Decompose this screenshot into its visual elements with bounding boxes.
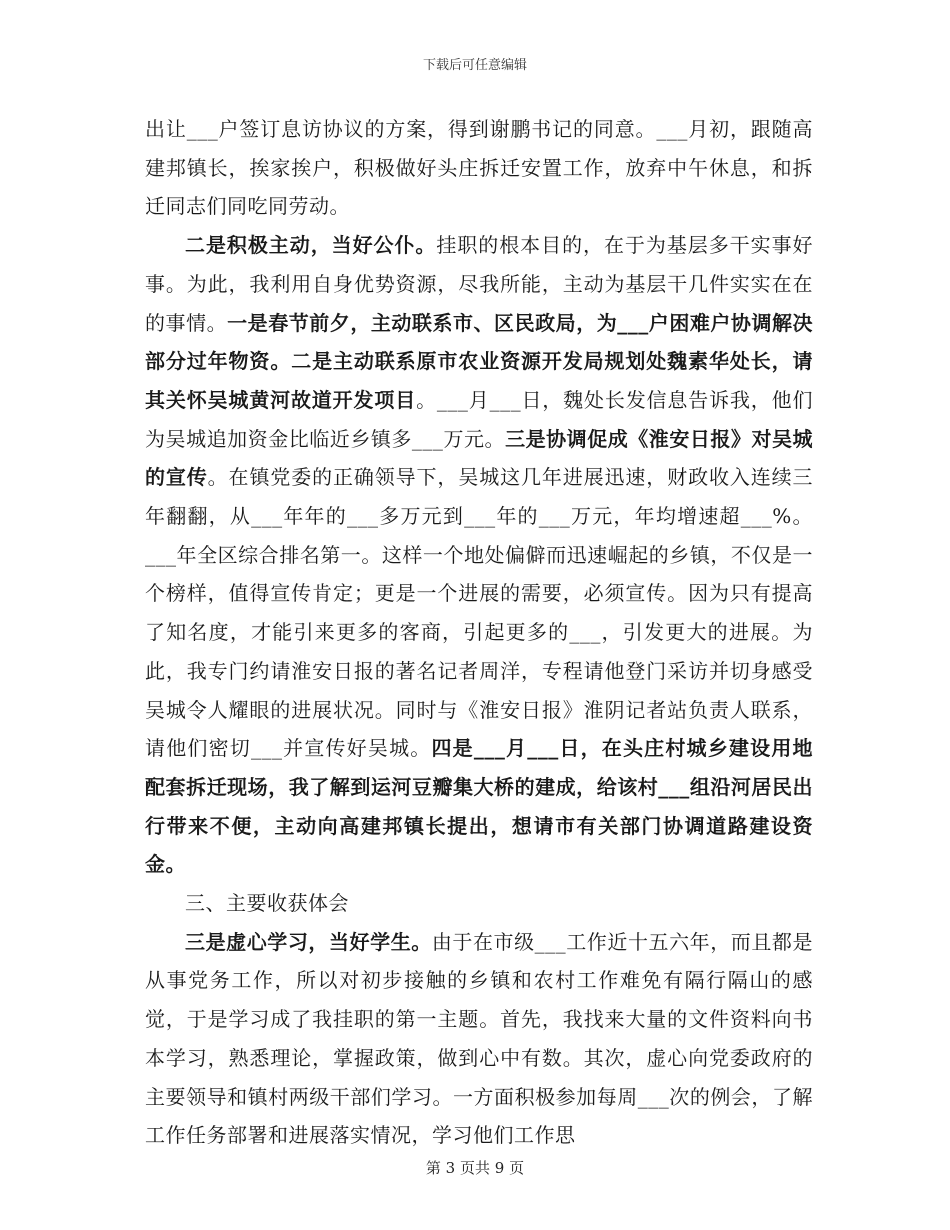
document-body: [145, 110, 813, 1155]
paragraph-actively-serve: [145, 226, 813, 884]
paragraph-continuation: [145, 110, 813, 226]
text-run: 由于在市级___工作近十五六年，而且都是从事党务工作，所以对初步接触的乡镇和农村工作难免有隔行隔山的感觉，于是学习成了我挂职的第一主题。首先，我找来大量的文件资料向书本学习，熟悉理论，掌握政策，做到心中有数。其次，虚心向党委政府的主要领导和镇村两级干部们学习。一方面积极参加每周___次的例会，了解工作任务部署和进展落实情况，学习他们工作思: [145, 929, 814, 1148]
bold-text-run: 一是春节前夕，主动联系市、区民政局，为___户困难户协调解决部分过年物资。二是主动联系原市农业资源开发局规划处魏素华处长，请其关怀吴城黄河故道开发项目: [145, 310, 814, 412]
bold-heading-run: 三是虚心学习，当好学生。: [185, 929, 432, 954]
page-footer: 第 3 页共 9 页: [425, 1159, 525, 1177]
text-run: 。在镇党委的正确领导下，吴城这几年进展迅速，财政收入连续三年翻翻，从___年年的___多万元到___年的___万元，年均增速超___%。___年全区综合排名第一。这样一个地处偏僻而迅速崛起的乡镇，不仅是一个榜样，值得宣传肯定；更是一个进展的需要，必须宣传。因为只有提高了知名度，才能引来更多的客商，引起更多的___，引发更大的进展。为此，我专门约请淮安日报的著名记者周洋，专程请他登门采访并切身感受吴城令人耀眼的进展状况。同时与《淮安日报》淮阴记者站负责人联系，请他们密切___并宣传好吴城。: [145, 465, 814, 761]
bold-heading-run: 二是积极主动，当好公仆。: [185, 233, 437, 258]
section-heading-text: 三、主要收获体会: [185, 891, 349, 916]
text-run: 。___月___日，魏处长发信息告诉我，他们为吴城追加资金比临近乡镇多___万元。: [145, 387, 814, 451]
page-header: 下载后可任意编辑: [422, 58, 527, 73]
section-heading: [145, 884, 813, 923]
text-run: 挂职的根本目的，在于为基层多干实事好事。为此，我利用自身优势资源，尽我所能，主动为基层干几件实实在在的事情。: [145, 233, 814, 335]
text-run: 出让___户签订息访协议的方案，得到谢鹏书记的同意。___月初，跟随高建邦镇长，挨家挨户，积极做好头庄拆迁安置工作，放弃中午休息，和拆迁同志们同吃同劳动。: [145, 117, 813, 219]
bold-text-run: 三是协调促成《淮安日报》对吴城的宣传: [145, 426, 814, 490]
bold-text-run: 四是___月___日，在头庄村城乡建设用地配套拆迁现场，我了解到运河豆瓣集大桥的建成，给该村___组沿河居民出行带来不便，主动向高建邦镇长提出，想请市有关部门协调道路建设资金。: [145, 736, 814, 877]
paragraph-learn-humbly: [145, 923, 813, 1155]
